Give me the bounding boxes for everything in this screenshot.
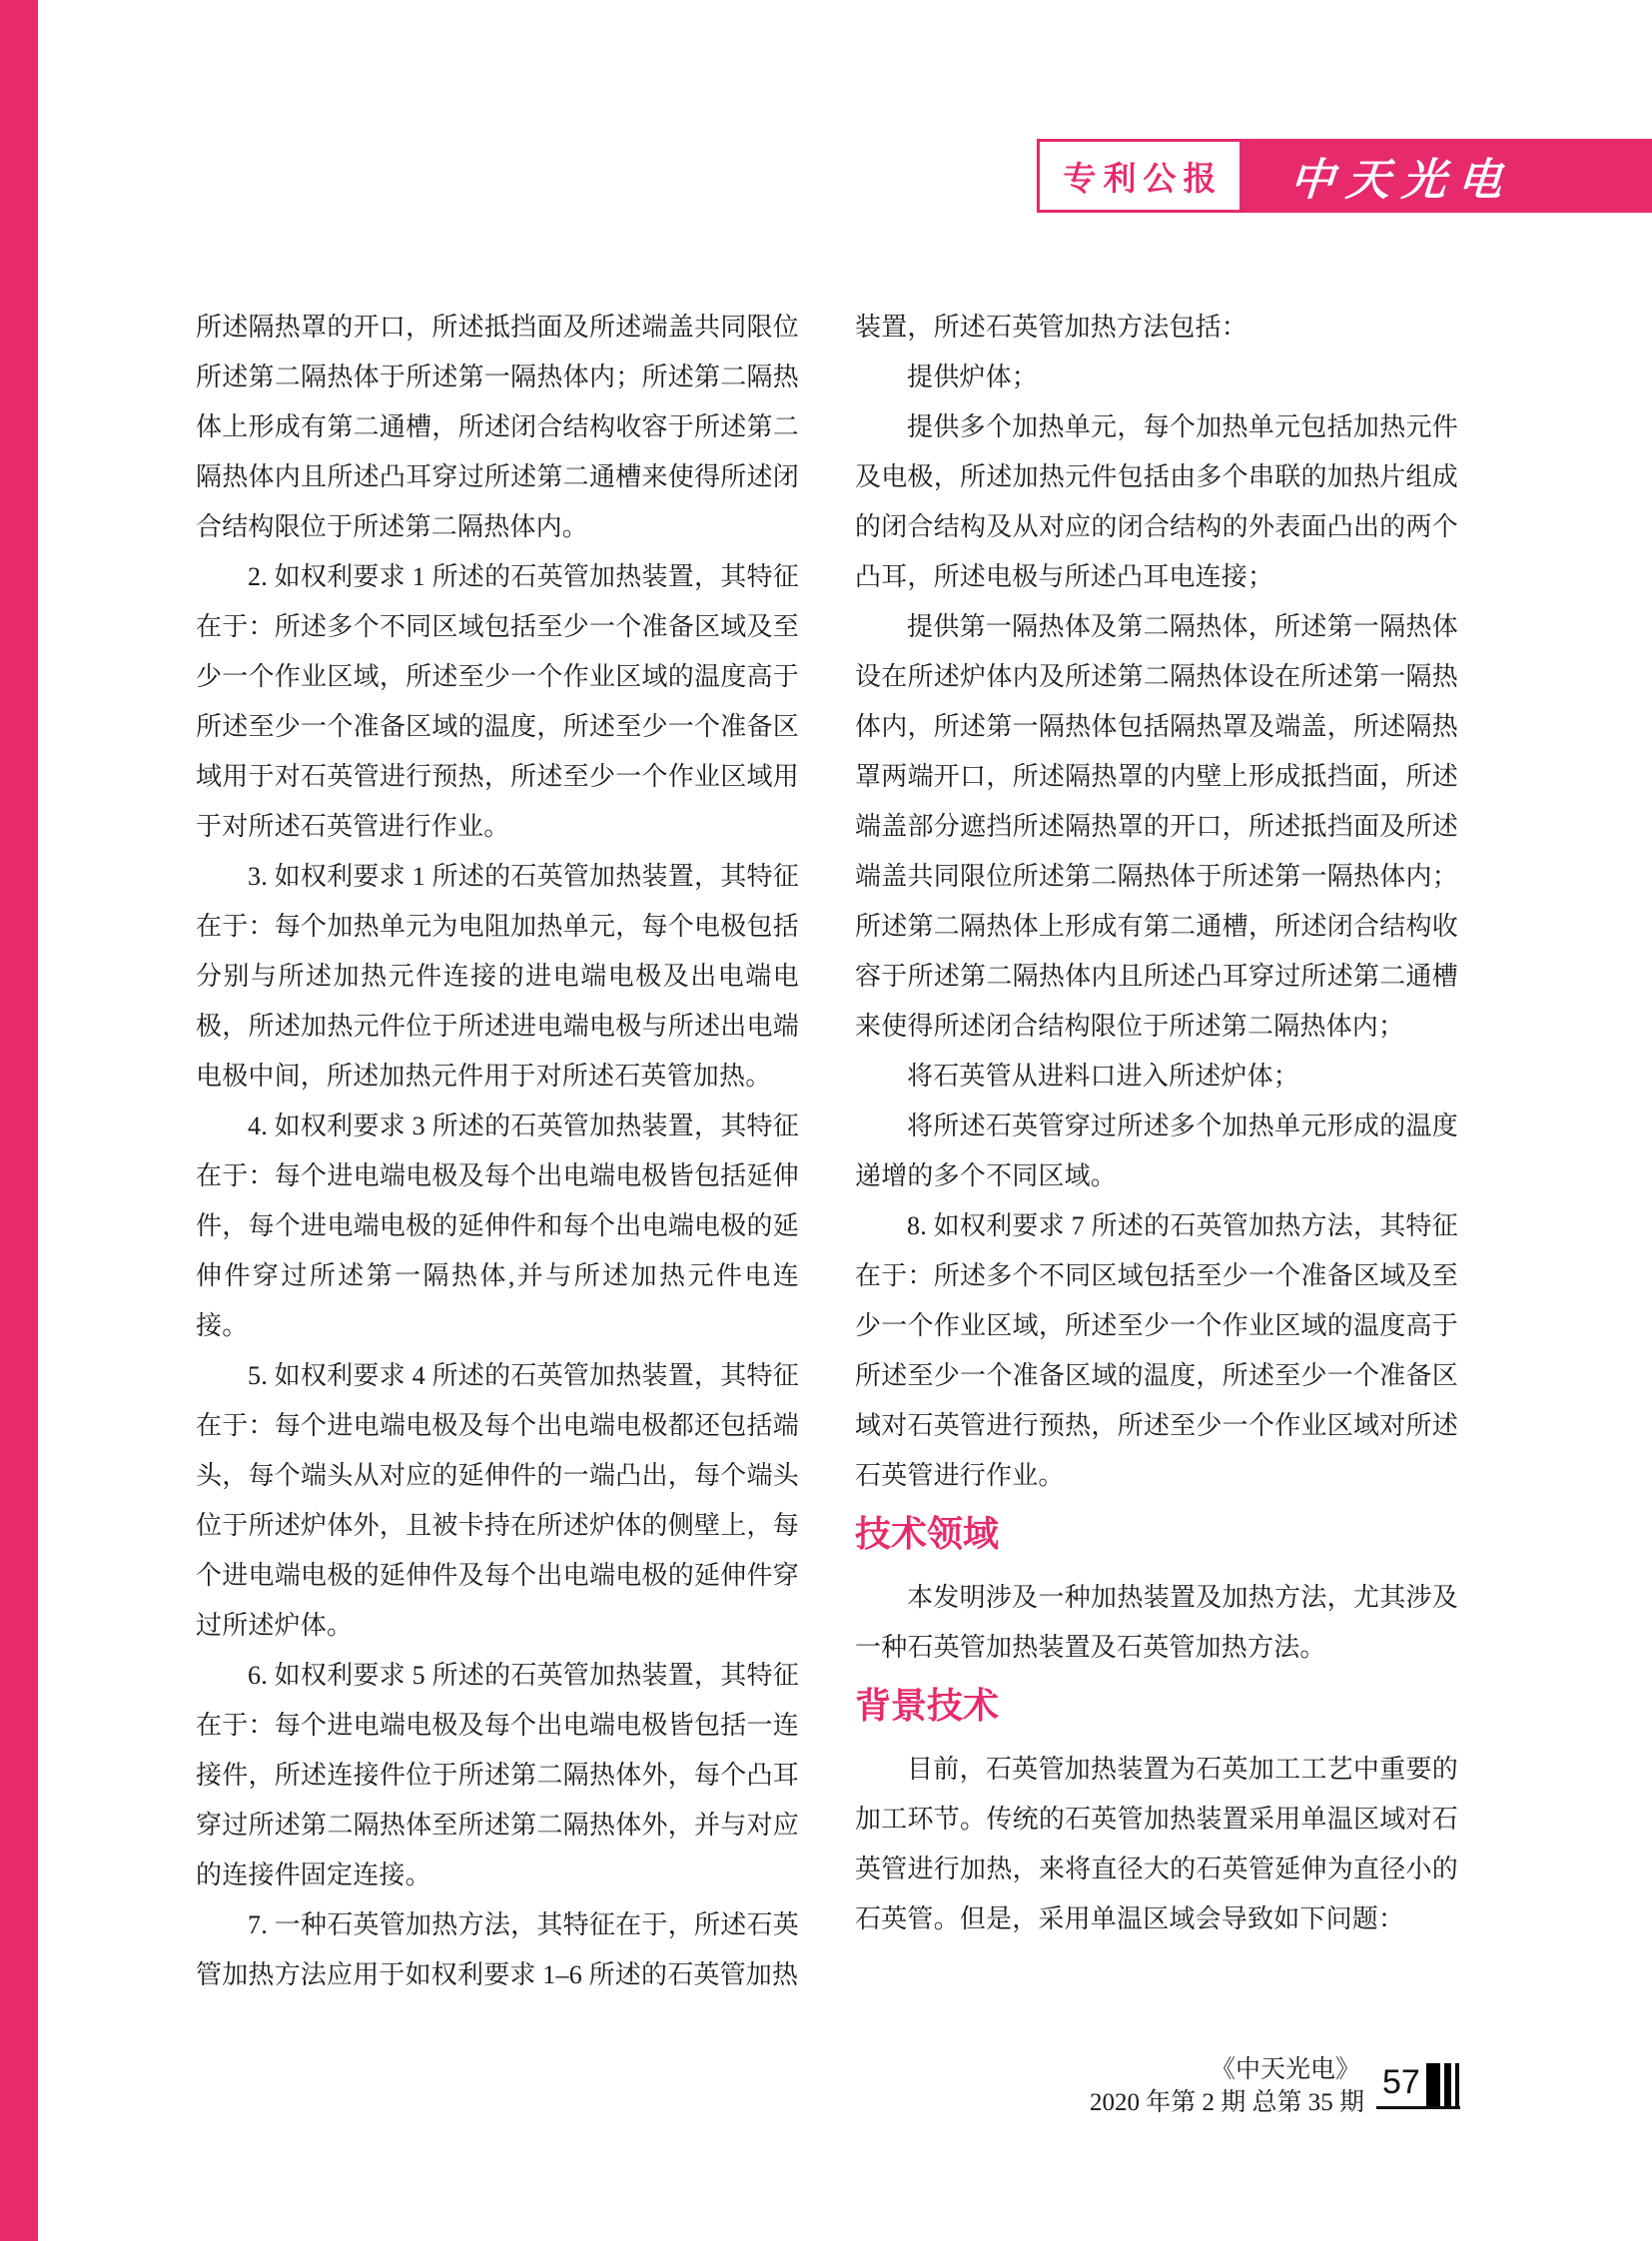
paragraph: 所述隔热罩的开口，所述抵挡面及所述端盖共同限位所述第二隔热体于所述第一隔热体内；所述第二隔热体上形成有第二通槽，所述闭合结构收容于所述第二隔热体内且所述凸耳穿过所述第二通槽来使得所述闭合结构限位于所述第二隔热体内。: [196, 313, 799, 541]
footer-issue-info: 2020 年第 2 期 总第 35 期: [1089, 2089, 1364, 2116]
paragraph: 提供多个加热单元，每个加热单元包括加热元件及电极，所述加热元件包括由多个串联的加热片组成的闭合结构及从对应的闭合结构的外表面凸出的两个凸耳，所述电极与所述凸耳电连接；: [855, 412, 1458, 591]
section-heading: 背景技术: [855, 1685, 1000, 1726]
paragraph: 5. 如权利要求 4 所述的石英管加热装置，其特征在于：每个进电端电极及每个出电端电极都还包括端头，每个端头从对应的延伸件的一端凸出，每个端头位于所述炉体外，且被卡持在所述炉体的侧壁上，每个进电端电极的延伸件及每个出电端电极的延伸件穿过所述炉体。: [196, 1361, 799, 1640]
paragraph: 本发明涉及一种加热装置及加热方法，尤其涉及一种石英管加热装置及石英管加热方法。: [855, 1583, 1458, 1662]
footer-rule: [1376, 2106, 1460, 2109]
paragraph: 将所述石英管穿过所述多个加热单元形成的温度递增的多个不同区域。: [855, 1112, 1458, 1190]
left-accent-bar: [0, 0, 38, 2241]
paragraph: 3. 如权利要求 1 所述的石英管加热装置，其特征在于：每个加热单元为电阻加热单元，每个电极包括分别与所述加热元件连接的进电端电极及出电端电极，所述加热元件位于所述进电端电极与所述出电端电极中间，所述加热元件用于对所述石英管加热。: [196, 862, 799, 1091]
gazette-label-box: [1037, 139, 1242, 213]
gazette-label: 专利公报: [1063, 159, 1224, 197]
paragraph: 6. 如权利要求 5 所述的石英管加热装置，其特征在于：每个进电端电极及每个出电端电极皆包括一连接件，所述连接件位于所述第二隔热体外，每个凸耳穿过所述第二隔热体至所述第二隔热体外，并与对应的连接件固定连接。: [196, 1661, 799, 1889]
paragraph: 目前，石英管加热装置为石英加工工艺中重要的加工环节。传统的石英管加热装置采用单温区域对石英管进行加热，来将直径大的石英管延伸为直径小的石英管。但是，采用单温区域会导致如下问题：: [855, 1755, 1458, 1933]
page-marker-bar-2: [1444, 2063, 1451, 2106]
brand-logo: 中天光电: [1287, 155, 1516, 206]
section-heading: 技术领域: [855, 1513, 1000, 1554]
brand-banner: [1242, 139, 1652, 213]
claims-column-left: [196, 303, 799, 2000]
page-marker-bar-3: [1455, 2063, 1459, 2106]
paragraph: 将石英管从进料口进入所述炉体；: [907, 1062, 1300, 1091]
claims-column-right: [855, 303, 1458, 1944]
footer-journal-title: 《中天光电》: [1210, 2056, 1360, 2083]
page-marker-bar-1: [1426, 2063, 1440, 2106]
paragraph: 2. 如权利要求 1 所述的石英管加热装置，其特征在于：所述多个不同区域包括至少一个准备区域及至少一个作业区域，所述至少一个作业区域的温度高于所述至少一个准备区域的温度，所述至少一个准备区域用于对石英管进行预热，所述至少一个作业区域用于对所述石英管进行作业。: [196, 562, 799, 841]
paragraph: 提供第一隔热体及第二隔热体，所述第一隔热体设在所述炉体内及所述第二隔热体设在所述第一隔热体内，所述第一隔热体包括隔热罩及端盖，所述隔热罩两端开口，所述隔热罩的内壁上形成抵挡面，所述端盖部分遮挡所述隔热罩的开口，所述抵挡面及所述端盖共同限位所述第二隔热体于所述第一隔热体内；所述第二隔热体上形成有第二通槽，所述闭合结构收容于所述第二隔热体内且所述凸耳穿过所述第二通槽来使得所述闭合结构限位于所述第二隔热体内；: [855, 612, 1458, 1041]
page-number: 57: [1382, 2063, 1420, 2101]
paragraph: 装置，所述石英管加热方法包括：: [855, 313, 1248, 342]
paragraph: 4. 如权利要求 3 所述的石英管加热装置，其特征在于：每个进电端电极及每个出电端电极皆包括延伸件，每个进电端电极的延伸件和每个出电端电极的延伸件穿过所述第一隔热体,并与所述加热元件电连接。: [196, 1112, 799, 1340]
paragraph: 提供炉体；: [907, 363, 1039, 391]
paragraph: 7. 一种石英管加热方法，其特征在于，所述石英管加热方法应用于如权利要求 1–6 所述的石英管加热: [196, 1910, 799, 1989]
paragraph: 8. 如权利要求 7 所述的石英管加热方法，其特征在于：所述多个不同区域包括至少一个准备区域及至少一个作业区域，所述至少一个作业区域的温度高于所述至少一个准备区域的温度，所述至少一个准备区域对石英管进行预热，所述至少一个作业区域对所述石英管进行作业。: [855, 1211, 1458, 1490]
